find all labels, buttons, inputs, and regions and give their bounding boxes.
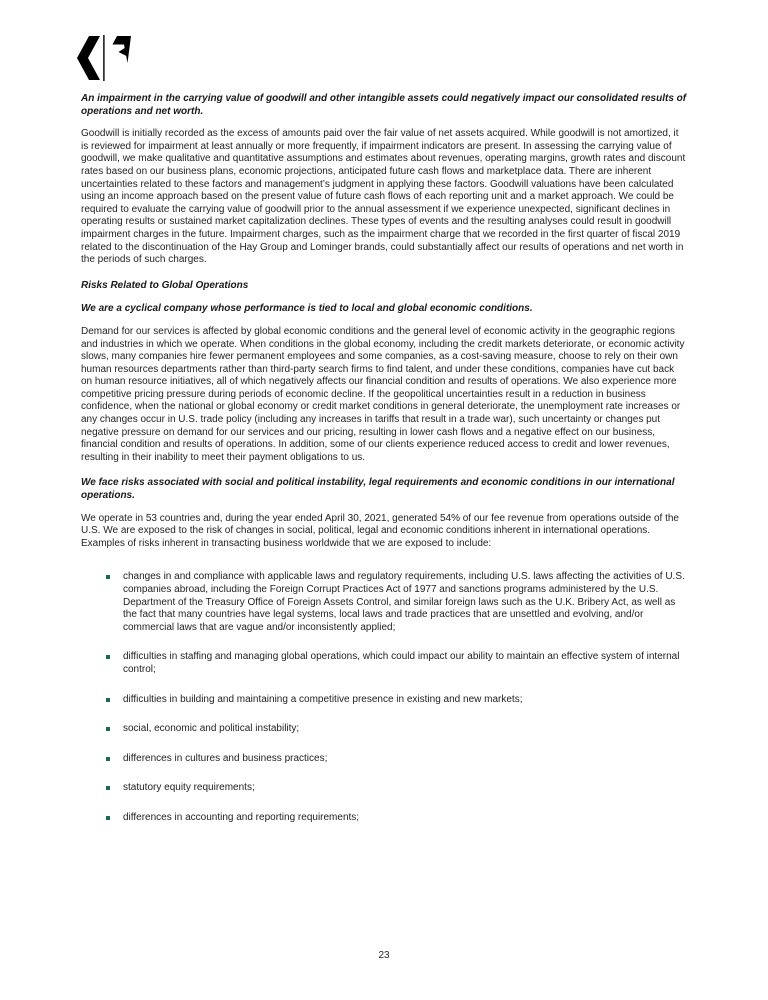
paragraph-international: We operate in 53 countries and, during the year ended April 30, 2021, generated 54% of our fee revenue from operations outside of the U.S. We are exposed to the risk of changes in social, political, legal and economic conditions inherent in international operations. Examples of risks inherent in transacting business worldwide that we are exposed to include: xyxy=(81,512,679,549)
heading-goodwill-impairment: An impairment in the carrying value of goodwill and other intangible assets could negatively impact our consolidated results of operations and net worth. xyxy=(81,93,687,117)
list-item-text: social, economic and political instability; xyxy=(123,723,300,735)
heading-risks-global-operations: Risks Related to Global Operations xyxy=(81,279,249,291)
list-item-text: difficulties in staffing and managing global operations, which could impact our ability to maintain an effective system of internal control; xyxy=(123,651,680,675)
bullet-square-icon xyxy=(106,757,110,761)
risk-bullet-list xyxy=(81,571,687,824)
document-body xyxy=(81,0,687,842)
bullet-square-icon xyxy=(106,698,110,702)
bullet-square-icon xyxy=(106,575,110,579)
bullet-square-icon xyxy=(106,655,110,659)
list-item xyxy=(81,723,687,736)
bullet-square-icon xyxy=(106,786,110,790)
list-item xyxy=(81,694,687,707)
heading-international-risks: We face risks associated with social and political instability, legal requirements and economic conditions in our international operations. xyxy=(81,477,675,502)
paragraph-demand: Demand for our services is affected by global economic conditions and the general level of economic activity in the geographic regions and industries in which we operate. When conditions in the global economy, including the credit markets deteriorate, or economic activity slows, many companies hire fewer permanent employees and some companies, as a cost-saving measure, choose to rely on their own human resources departments rather than third-party search firms to find talent, and under these conditions, companies have cut back on human resource initiatives, all of which negatively affects our financial condition and results of operations. We also experience more competitive pricing pressure during periods of economic decline. If the geopolitical uncertainties result in a reduction in business confidence, when the national or global economy or credit market conditions in general deteriorate, the unemployment rate increases or any changes occur in U.S. trade policy (including any increases in tariffs that result in a trade war), such uncertainty or changes put negative pressure on demand for our services and our pricing, resulting in lower cash flows and a negative effect on our business, financial condition and results of operations. In addition, some of our clients experience reduced access to credit and lower revenues, resulting in their inability to meet their payment obligations to us. xyxy=(81,325,685,463)
list-item xyxy=(81,782,687,795)
list-item xyxy=(81,651,687,676)
list-item-text: difficulties in building and maintaining a competitive presence in existing and new markets; xyxy=(123,693,523,705)
list-item-text: differences in accounting and reporting requirements; xyxy=(123,811,360,823)
list-item-text: differences in cultures and business practices; xyxy=(123,752,328,764)
bullet-square-icon xyxy=(106,727,110,731)
list-item-text: changes in and compliance with applicable laws and regulatory requirements, including U.S. laws affecting the activities of U.S. companies abroad, including the Foreign Corrupt Practices Act of 1977 and sanctions programs administered by the U.S. Department of the Treasury Office of Foreign Assets Control, and similar foreign laws such as the U.K. Bribery Act, as well as the fact that many countries have legal systems, local laws and trade practices that are unsettled and evolving, and/or commercial laws that are vague and/or inconsistently applied; xyxy=(123,571,685,633)
list-item xyxy=(81,812,687,825)
paragraph-goodwill: Goodwill is initially recorded as the excess of amounts paid over the fair value of net assets acquired. While goodwill is not amortized, it is reviewed for impairment at least annually or more frequently, if impairment indicators are present. In assessing the carrying value of goodwill, we make qualitative and quantitative assumptions and estimates about revenues, operating margins, growth rates and discount rates based on our business plans, economic projections, anticipated future cash flows and marketplace data. There are inherent uncertainties related to these factors and management’s judgment in applying these factors. Goodwill valuations have been calculated using an income approach based on the present value of future cash flows of each reporting unit and a market approach. We could be required to evaluate the carrying value of goodwill prior to the annual assessment if we experience unexpected, significant declines in operating results or sustained market capitalization declines. These types of events and the resulting analyses could result in goodwill impairment charges in the future. Impairment charges, such as the impairment charge that we recorded in the first quarter of fiscal 2019 related to the discontinuation of the Hay Group and Lominger brands, could substantially affect our results of operations and net worth in the periods of such charges. xyxy=(81,128,686,266)
heading-cyclical-company: We are a cyclical company whose performance is tied to local and global economic conditions. xyxy=(81,303,533,315)
page-number: 23 xyxy=(378,950,390,961)
list-item xyxy=(81,753,687,766)
list-item xyxy=(81,571,687,634)
bullet-square-icon xyxy=(106,816,110,820)
list-item-text: statutory equity requirements; xyxy=(123,782,255,794)
